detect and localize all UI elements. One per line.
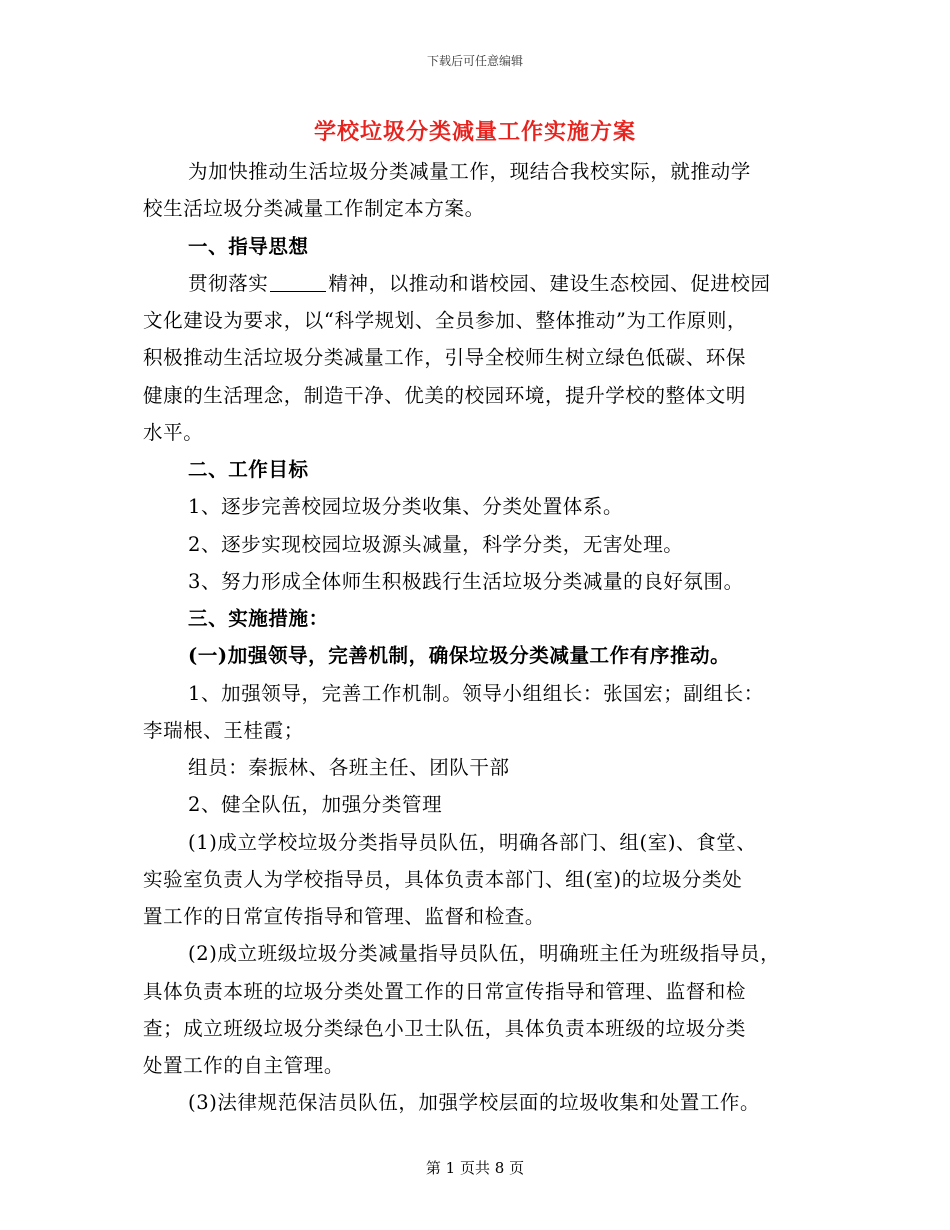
page-footer: 第 1 页共 8 页: [425, 1159, 525, 1177]
body-line: 查；成立班级垃圾分类绿色小卫士队伍，具体负责本班级的垃圾分类: [143, 1017, 747, 1040]
body-line: 为加快推动生活垃圾分类减量工作，现结合我校实际，就推动学: [188, 160, 751, 183]
body-line: 2、健全队伍，加强分类管理: [188, 793, 443, 816]
body-line: 1、加强领导，完善工作机制。领导小组组长：张国宏；副组长：: [188, 682, 764, 705]
list-item: 3、努力形成全体师生积极践行生活垃圾分类减量的良好氛围。: [188, 570, 744, 593]
body-line: 贯彻落实 精神，以推动和谐校园、建设生态校园、促进校园: [188, 272, 771, 295]
body-line: (3)法律规范保洁员队伍，加强学校层面的垃圾收集和处置工作。: [188, 1091, 761, 1114]
body-line: 组员：秦振林、各班主任、团队干部: [188, 756, 510, 779]
body-line: 处置工作的自主管理。: [143, 1054, 345, 1077]
body-line: 具体负责本班的垃圾分类处置工作的日常宣传指导和管理、监督和检: [143, 980, 747, 1003]
document-title: 学校垃圾分类减量工作实施方案: [313, 119, 636, 145]
body-line: 校生活垃圾分类减量工作制定本方案。: [143, 197, 485, 220]
body-line: 李瑞根、王桂霞；: [143, 719, 304, 742]
list-item: 2、逐步实现校园垃圾源头减量，科学分类，无害处理。: [188, 533, 684, 556]
list-item: 1、逐步完善校园垃圾分类收集、分类处置体系。: [188, 495, 624, 518]
blank-underline: [270, 273, 326, 292]
body-line: 水平。: [143, 421, 204, 444]
body-line: (2)成立班级垃圾分类减量指导员队伍，明确班主任为班级指导员，: [188, 942, 781, 965]
body-line: 文化建设为要求，以“科学规划、全员参加、整体推动”为工作原则，: [143, 309, 748, 332]
subsection-heading: (一)加强领导，完善机制，确保垃圾分类减量工作有序推动。: [188, 644, 731, 667]
body-line: 实验室负责人为学校指导员，具体负责本部门、组(室)的垃圾分类处: [143, 868, 743, 891]
page-header-note: 下载后可任意编辑: [426, 54, 523, 68]
body-line: (1)成立学校垃圾分类指导员队伍，明确各部门、组(室)、食堂、: [188, 831, 757, 854]
body-line: 置工作的日常宣传指导和管理、监督和检查。: [143, 905, 546, 928]
section-heading: 三、实施措施：: [188, 607, 329, 630]
section-heading: 二、工作目标: [188, 458, 309, 481]
section-heading: 一、指导思想: [188, 235, 309, 258]
body-line: 积极推动生活垃圾分类减量工作，引导全校师生树立绿色低碳、环保: [143, 346, 747, 369]
body-line: 健康的生活理念，制造干净、优美的校园环境，提升学校的整体文明: [143, 384, 747, 407]
